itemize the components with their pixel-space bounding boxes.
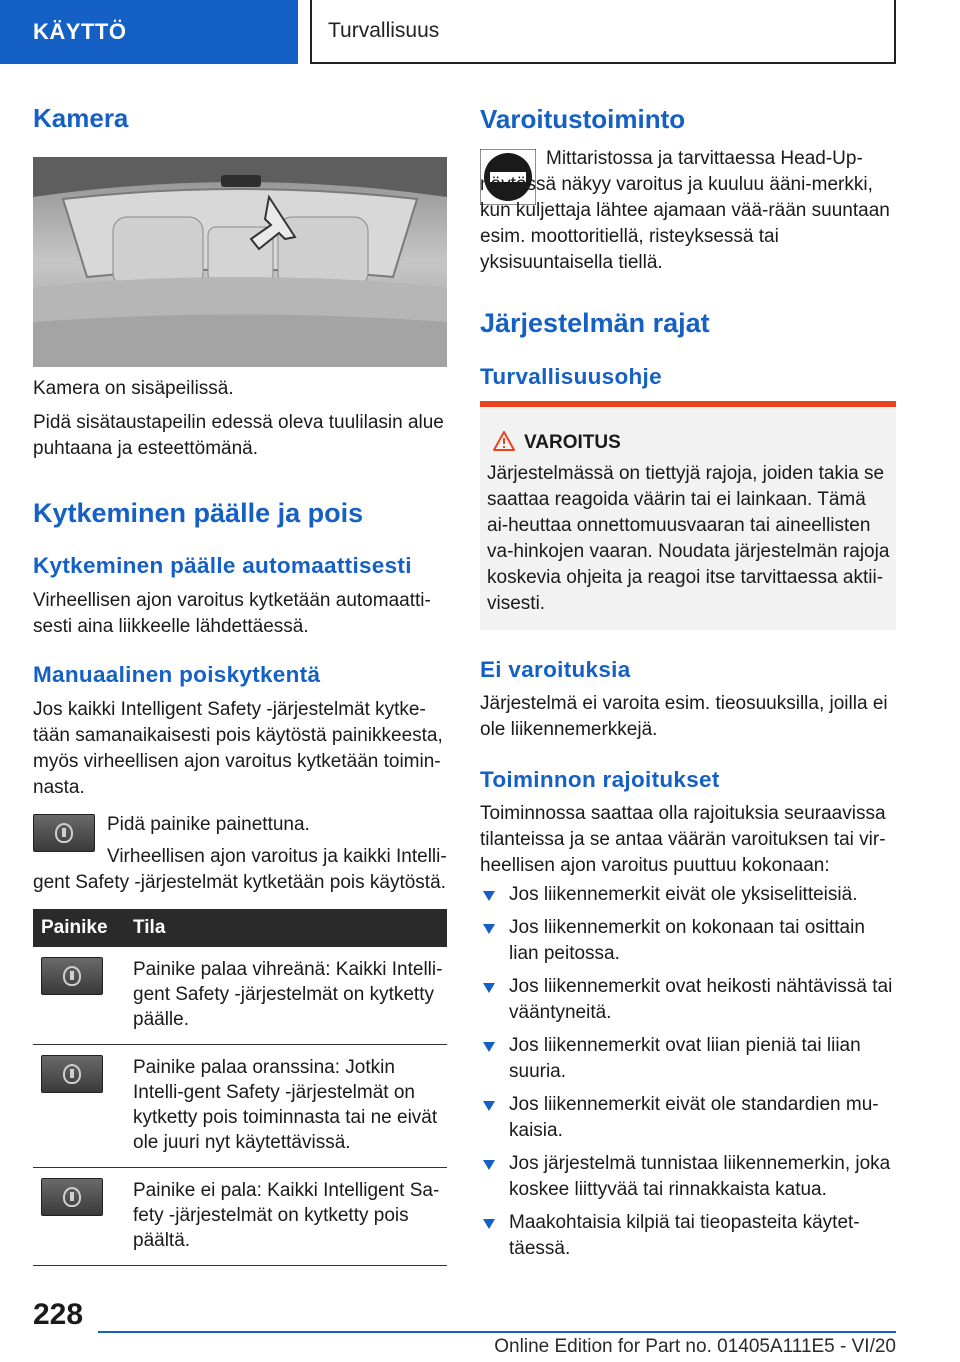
button-orange-image — [41, 1055, 103, 1093]
bullet-triangle-icon — [483, 1042, 495, 1052]
limitations-text: Toiminnossa saattaa olla rajoituksia seuraavissa tilanteissa ja se antaa väärän varoituksen tai vir-heellisen ajon varoitus puuttuu kokonaan: — [480, 803, 886, 876]
camera-text: Pidä sisätaustapeilin edessä oleva tuulilasin alue puhtaana ja esteettömänä. — [33, 412, 444, 459]
bullet-triangle-icon — [483, 891, 495, 901]
footer-rule — [98, 1331, 896, 1333]
warning-title: VAROITUS — [524, 432, 621, 453]
table-row — [33, 947, 447, 1045]
switch-heading: Kytkeminen päälle ja pois — [33, 498, 364, 528]
limitations-list — [480, 882, 896, 1269]
list-item: Jos liikennemerkit eivät ole standardien mu-kaisia. — [480, 1092, 896, 1144]
no-warnings-heading: Ei varoituksia — [480, 657, 631, 682]
table-cell-state: Painike palaa oranssina: Jotkin Intelli-gent Safety -järjestelmät on kytketty pois toiminnasta tai ne eivät ole juuri nyt käytettävissä. — [125, 1045, 447, 1168]
warning-box — [480, 401, 896, 630]
camera-heading: Kamera — [33, 103, 129, 133]
table-header-row — [33, 909, 447, 947]
camera-caption: Kamera on sisäpeilissä. — [33, 378, 234, 399]
list-item: Jos järjestelmä tunnistaa liikennemerkin, joka koskee liittyvää tai rinnakkaista katua. — [480, 1151, 896, 1203]
manual-heading: Manuaalinen poiskytkentä — [33, 662, 321, 687]
page-number: 228 — [33, 1298, 84, 1331]
table-row — [33, 1045, 447, 1168]
warning-text: Järjestelmässä on tiettyjä rajoja, joiden takia se saattaa reagoida väärin tai ei lainkaan. Tämä ai-heuttaa onnettomuusvaaran tai aineellisten va-hinkojen vaaran. Noudata järjestelmän rajoja koskevia ohjeita ja reagoi itse tarvittaessa aktii-visesti. — [487, 463, 890, 614]
section-tab: KÄYTTÖ — [0, 0, 298, 64]
list-item: Jos liikennemerkit on kokonaan tai osittain lian peitossa. — [480, 915, 896, 967]
warning-triangle-icon — [493, 431, 515, 451]
button-state-table — [33, 909, 447, 1266]
limitations-heading: Toiminnon rajoitukset — [480, 767, 720, 792]
table-cell-icon — [33, 1168, 125, 1266]
bullet-triangle-icon — [483, 1219, 495, 1229]
list-item: Jos liikennemerkit eivät ole yksiselitteisiä. — [480, 882, 896, 908]
auto-text: Virheellisen ajon varoitus kytketään automaatti-sesti aina liikkeelle lähdettäessä. — [33, 590, 431, 637]
safety-button-icon — [63, 1187, 81, 1207]
list-item: Jos liikennemerkit ovat liian pieniä tai liian suuria. — [480, 1033, 896, 1085]
button-green-image — [41, 957, 103, 995]
safety-button-icon — [63, 1064, 81, 1084]
auto-heading: Kytkeminen päälle automaattisesti — [33, 553, 412, 578]
column-header-button: Painike — [33, 909, 125, 947]
safety-heading: Turvallisuusohje — [480, 364, 662, 389]
button-off-image — [41, 1178, 103, 1216]
manual-text: Jos kaikki Intelligent Safety -järjestelmät kytke-tään samanaikaisesti pois käytöstä painikkeesta, myös virheellisen ajon varoitus kytketään toimin-nasta. — [33, 699, 443, 798]
warning-function-text: Mittaristossa ja tarvittaessa Head-Up-näytössä näkyy varoitus ja kuuluu ääni-merkki, kun kuljettaja lähtee ajamaan vää-rään suuntaan esim. moottoritiellä, risteyksessä tai yksisuuntaisella tiellä. — [480, 148, 890, 273]
table-row — [33, 1168, 447, 1266]
list-item: Maakohtaisia kilpiä tai tieopasteita käytet-täessä. — [480, 1210, 896, 1262]
bullet-triangle-icon — [483, 1160, 495, 1170]
chapter-title: Turvallisuus — [310, 0, 896, 64]
column-header-state: Tila — [125, 909, 447, 947]
table-cell-icon — [33, 947, 125, 1045]
bullet-triangle-icon — [483, 983, 495, 993]
warning-function-heading: Varoitustoiminto — [480, 104, 686, 134]
car-interior-image — [33, 157, 447, 367]
camera-illustration — [33, 157, 447, 367]
no-warnings-text: Järjestelmä ei varoita esim. tieosuuksilla, joilla ei ole liikennemerkkejä. — [480, 693, 888, 740]
table-cell-state: Painike ei pala: Kaikki Intelligent Sa-fety -järjestelmät on kytketty pois päältä. — [125, 1168, 447, 1266]
table-cell-state: Painike palaa vihreänä: Kaikki Intelli-gent Safety -järjestelmät on kytketty päälle. — [125, 947, 447, 1045]
bullet-triangle-icon — [483, 924, 495, 934]
table-cell-icon — [33, 1045, 125, 1168]
bullet-triangle-icon — [483, 1101, 495, 1111]
press-text: Pidä painike painettuna. — [107, 814, 310, 835]
press-text-2: Virheellisen ajon varoitus ja kaikki Intelli-gent Safety -järjestelmät kytketään pois käytöstä. — [33, 846, 447, 893]
limits-heading: Järjestelmän rajat — [480, 308, 710, 338]
safety-button-icon — [63, 966, 81, 986]
list-item: Jos liikennemerkit ovat heikosti nähtävissä tai vääntyneitä. — [480, 974, 896, 1026]
safety-button-icon — [55, 823, 73, 843]
edition-text: Online Edition for Part no. 01405A111E5 - VI/20 — [494, 1336, 896, 1357]
